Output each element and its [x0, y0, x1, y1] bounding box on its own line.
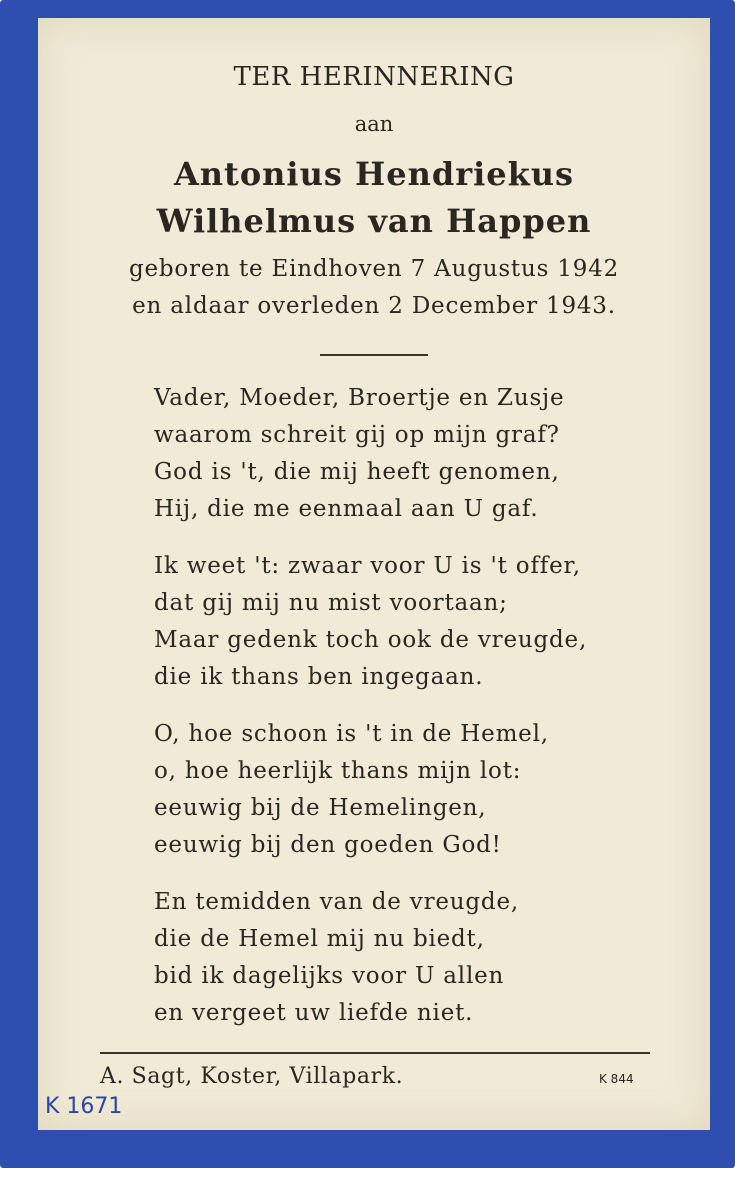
poem-line: En temidden van de vreugde, — [154, 889, 519, 915]
poem-line: God is 't, die mij heeft genomen, — [154, 459, 560, 485]
poem-line: die de Hemel mij nu biedt, — [154, 926, 485, 952]
poem-line: Hij, die me eenmaal aan U gaf. — [154, 496, 539, 522]
print-code: K 844 — [599, 1072, 634, 1086]
deceased-name-line1: Antonius Hendriekus — [173, 155, 575, 193]
poem-line: Maar gedenk toch ook de vreugde, — [154, 627, 588, 653]
card-heading: TER HERINNERING — [233, 62, 515, 92]
poem-stanza — [154, 884, 674, 1032]
footer-divider — [100, 1052, 650, 1054]
birth-line: geboren te Eindhoven 7 Augustus 1942 — [128, 256, 620, 282]
printer-credit: A. Sagt, Koster, Villapark. — [100, 1064, 404, 1089]
poem-line: die ik thans ben ingegaan. — [154, 664, 484, 690]
poem-line: en vergeet uw liefde niet. — [154, 1000, 474, 1026]
poem-line: dat gij mij nu mist voortaan; — [154, 590, 508, 616]
poem-stanza — [154, 548, 674, 696]
poem-line: Ik weet 't: zwaar voor U is 't offer, — [154, 553, 581, 579]
deceased-name-line2: Wilhelmus van Happen — [156, 202, 592, 240]
card-aan: aan — [354, 112, 394, 136]
title-divider — [320, 354, 428, 356]
poem-line: o, hoe heerlijk thans mijn lot: — [154, 758, 522, 784]
poem — [154, 380, 674, 1052]
poem-line: O, hoe schoon is 't in de Hemel, — [154, 721, 549, 747]
poem-line: bid ik dagelijks voor U allen — [154, 963, 505, 989]
poem-line: eeuwig bij de Hemelingen, — [154, 795, 487, 821]
poem-stanza — [154, 716, 674, 864]
poem-stanza — [154, 380, 674, 528]
archive-handwritten-mark: K 1671 — [45, 1094, 123, 1119]
memorial-card-paper — [38, 18, 710, 1130]
poem-line: Vader, Moeder, Broertje en Zusje — [154, 385, 565, 411]
death-line: en aldaar overleden 2 December 1943. — [132, 293, 616, 319]
poem-line: eeuwig bij den goeden God! — [154, 832, 502, 858]
poem-line: waarom schreit gij op mijn graf? — [154, 422, 560, 448]
